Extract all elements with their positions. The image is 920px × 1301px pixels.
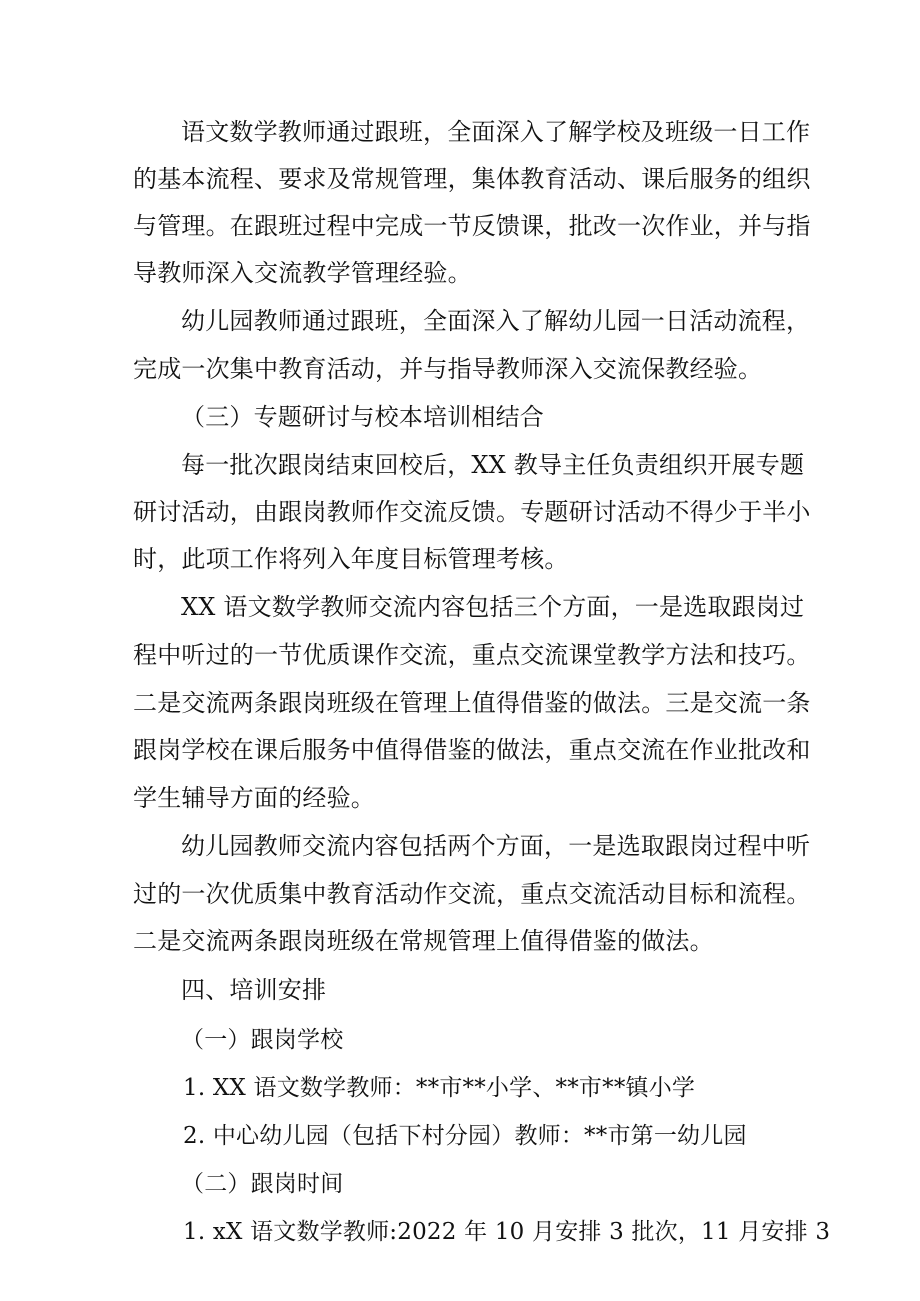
paragraph-1-line-3: 与管理。在跟班过程中完成一节反馈课，批改一次作业，并与指 <box>133 212 811 240</box>
paragraph-5-line-1: 幼儿园教师交流内容包括两个方面，一是选取跟岗过程中听 <box>181 832 811 860</box>
subheading-1: （一）跟岗学校 <box>181 1027 344 1053</box>
paragraph-4-line-1: XX 语文数学教师交流内容包括三个方面，一是选取跟岗过 <box>181 593 805 621</box>
paragraph-2-line-2: 完成一次集中教育活动，并与指导教师深入交流保教经验。 <box>133 355 763 383</box>
subheading-2: （二）跟岗时间 <box>181 1171 344 1197</box>
paragraph-1-line-4: 导教师深入交流教学管理经验。 <box>133 259 472 287</box>
paragraph-4-line-5: 学生辅导方面的经验。 <box>133 784 375 812</box>
paragraph-1-line-1: 语文数学教师通过跟班，全面深入了解学校及班级一日工作 <box>181 118 811 146</box>
paragraph-1-line-2: 的基本流程、要求及常规管理，集体教育活动、课后服务的组织 <box>133 165 811 193</box>
paragraph-3-line-1: 每一批次跟岗结束回校后，XX 教导主任负责组织开展专题 <box>181 451 805 479</box>
paragraph-3-line-2: 研讨活动，由跟岗教师作交流反馈。专题研讨活动不得少于半小 <box>133 498 811 526</box>
paragraph-4-line-3: 二是交流两条跟岗班级在管理上值得借鉴的做法。三是交流一条 <box>133 689 811 717</box>
paragraph-3-line-3: 时，此项工作将列入年度目标管理考核。 <box>133 545 569 573</box>
paragraph-4-line-2: 程中听过的一节优质课作交流，重点交流课堂教学方法和技巧。 <box>133 641 811 669</box>
paragraph-5-line-2: 过的一次优质集中教育活动作交流，重点交流活动目标和流程。 <box>133 880 811 908</box>
paragraph-4-line-4: 跟岗学校在课后服务中值得借鉴的做法，重点交流在作业批改和 <box>133 736 811 764</box>
paragraph-5-line-3: 二是交流两条跟岗班级在常规管理上值得借鉴的做法。 <box>133 927 714 955</box>
time-item-1: 1. xX 语文数学教师:2022 年 10 月安排 3 批次，11 月安排 3 <box>183 1219 831 1245</box>
school-item-2: 2. 中心幼儿园（包括下村分园）教师：**市第一幼儿园 <box>183 1123 747 1149</box>
section-4-heading: 四、培训安排 <box>181 976 327 1004</box>
school-item-1: 1. XX 语文数学教师：**市**小学、**市**镇小学 <box>183 1075 696 1101</box>
subheading-3: （三）专题研讨与校本培训相结合 <box>181 403 544 431</box>
paragraph-2-line-1: 幼儿园教师通过跟班，全面深入了解幼儿园一日活动流程， <box>181 307 811 335</box>
